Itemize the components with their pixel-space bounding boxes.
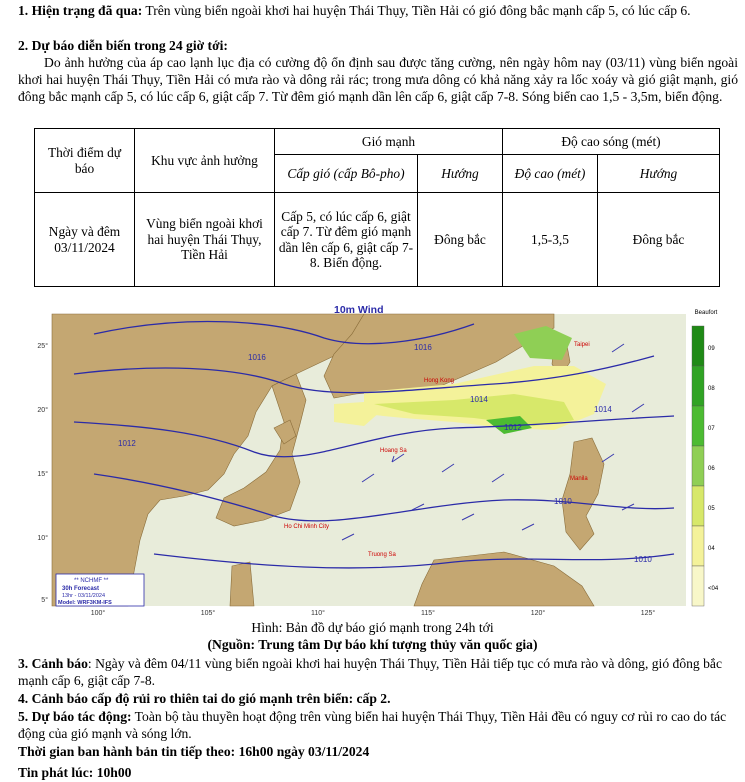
isobar-label-8: 1014 [594, 405, 612, 414]
section-1-text: Trên vùng biển ngoài khơi hai huyện Thái Thụy, Tiền Hải có gió đông bắc mạnh cấp 5, có lúc cấp 6. [142, 3, 691, 18]
lon-label: 120° [530, 610, 546, 617]
map-title: 10m Wind [334, 304, 384, 316]
cell-wind-direction: Đông bắc [418, 193, 503, 287]
isobar-label-4: 1012 [504, 423, 522, 432]
section-forecast [18, 37, 738, 105]
section-2-label: 2. Dự báo diễn biến trong 24 giờ tới: [18, 38, 228, 53]
th-wind-direction: Hướng [441, 165, 479, 181]
section-1-label: 1. Hiện trạng đã qua: [18, 3, 143, 18]
figure-caption: Hình: Bản đồ dự báo gió mạnh trong 24h tới [251, 620, 494, 635]
scale-swatch [692, 566, 704, 606]
issued-time-text: Tin phát lúc: 10h00 [18, 765, 132, 780]
section-impact [18, 708, 738, 742]
model-name: Model: WRF3KM-IFS [58, 600, 112, 606]
th-area: Khu vực ảnh hưởng [135, 129, 275, 193]
place-manila: Manila [570, 476, 588, 482]
cell-wave-direction: Đông bắc [598, 193, 720, 287]
th-wave-height: Độ cao (mét) [514, 165, 586, 181]
forecast-label: 30h Forecast [62, 586, 100, 592]
place-taipei: Taipei [574, 342, 590, 348]
place-ho-chi-minh: Ho Chi Minh City [284, 524, 330, 530]
figure-source: (Nguồn: Trung tâm Dự báo khí tượng thủy văn quốc gia) [207, 637, 538, 652]
scale-label: 04 [708, 546, 715, 552]
th-time: Thời điểm dự báo [35, 129, 135, 193]
forecast-table [34, 128, 720, 287]
scale-swatch [692, 446, 704, 486]
th-wave: Độ cao sóng (mét) [503, 129, 720, 155]
scale-label: 06 [708, 466, 715, 472]
section-5-label: 5. Dự báo tác động: [18, 709, 132, 724]
th-wave-direction: Hướng [639, 165, 678, 181]
scale-swatch [692, 406, 704, 446]
lat-label: 10° [37, 535, 48, 542]
section-2-text: Do ảnh hưởng của áp cao lạnh lục địa có cường độ ổn định sau được tăng cường, nên ngày hôm nay (03/11) vùng biển ngoài khơi hai huyện Thái Thụy, Tiền Hải có mưa rào và dông rải rác; trong mưa dông có khả năng xảy ra lốc xoáy và gió giật mạnh, gió đông bắc mạnh cấp 5, có lúc cấp 6, giật cấp 7. Từ đêm gió mạnh dần lên cấp 6, giật cấp 7-8. Sóng biển cao 1,5 - 3,5m, biển động. [18, 55, 738, 104]
section-3-label: 3. Cảnh báo [18, 656, 88, 671]
lon-label: 105° [200, 610, 216, 617]
place-truong-sa: Truong Sa [368, 552, 396, 558]
lon-label: 100° [90, 610, 106, 617]
lon-label: 110° [311, 610, 325, 617]
section-5-text: Toàn bộ tàu thuyền hoạt động trên vùng biển hai huyện Thái Thụy, Tiền Hải đều có nguy cơ rủi ro cao do tác động của gió mạnh và sóng lớn. [18, 709, 727, 741]
place-hoang-sa: Hoang Sa [380, 448, 407, 454]
isobar-label-3: 1014 [470, 395, 488, 404]
lon-label: 115° [421, 610, 435, 617]
scale-swatch [692, 326, 704, 366]
scale-unit: Beaufort [694, 310, 718, 316]
section-warning [18, 655, 738, 689]
forecast-time: 13hr - 03/11/2024 [62, 593, 106, 599]
scale-label: 08 [708, 386, 715, 392]
section-current-status [18, 2, 738, 19]
th-wind-level: Cấp gió (cấp Bô-pho) [287, 165, 405, 181]
wind-forecast-map [34, 304, 720, 618]
th-wind: Gió mạnh [275, 129, 503, 155]
lat-label: 25° [37, 343, 48, 350]
lat-label: 20° [37, 407, 48, 414]
lat-label: 5° [41, 597, 48, 604]
scale-label: <04 [708, 586, 719, 592]
section-3-text: : Ngày và đêm 04/11 vùng biển ngoài khơi hai huyện Thái Thụy, Tiền Hải tiếp tục có mưa rào và dông, gió đông bắc mạnh cấp 6, giật cấp 7-8. [18, 656, 722, 688]
scale-label: 07 [708, 426, 715, 432]
scale-swatch [692, 366, 704, 406]
scale-label: 09 [708, 346, 715, 352]
isobar-label-1: 1016 [248, 353, 266, 362]
lat-label: 15° [37, 471, 48, 478]
scale-label: 05 [708, 506, 715, 512]
isobar-label-6: 1010 [554, 497, 572, 506]
cell-wind-level: Cấp 5, có lúc cấp 6, giật cấp 7. Từ đêm gió mạnh dần lên cấp 6, giật cấp 7-8. Biển động. [275, 193, 418, 287]
section-4-label: 4. Cảnh báo cấp độ rủi ro thiên tai do gió mạnh trên biển: cấp 2. [18, 691, 391, 706]
scale-swatch [692, 526, 704, 566]
cell-wave-height: 1,5-3,5 [503, 193, 598, 287]
lon-label: 125° [640, 610, 656, 617]
isobar-label-2: 1016 [414, 343, 432, 352]
land-malaysia [230, 562, 254, 606]
isobar-label-7: 1010 [634, 555, 652, 564]
scale-swatch [692, 486, 704, 526]
cell-time: Ngày và đêm 03/11/2024 [35, 193, 135, 287]
issued-time [18, 764, 738, 781]
section-risk-level [18, 690, 738, 707]
next-bulletin [18, 743, 738, 760]
nchmf-logo-text: ** NCHMF ** [74, 578, 109, 584]
next-bulletin-text: Thời gian ban hành bản tin tiếp theo: 16h00 ngày 03/11/2024 [18, 744, 370, 759]
isobar-label-5: 1012 [118, 439, 136, 448]
place-hong-kong: Hong Kong [424, 378, 455, 384]
cell-area: Vùng biển ngoài khơi hai huyện Thái Thụy, Tiền Hải [135, 193, 275, 287]
